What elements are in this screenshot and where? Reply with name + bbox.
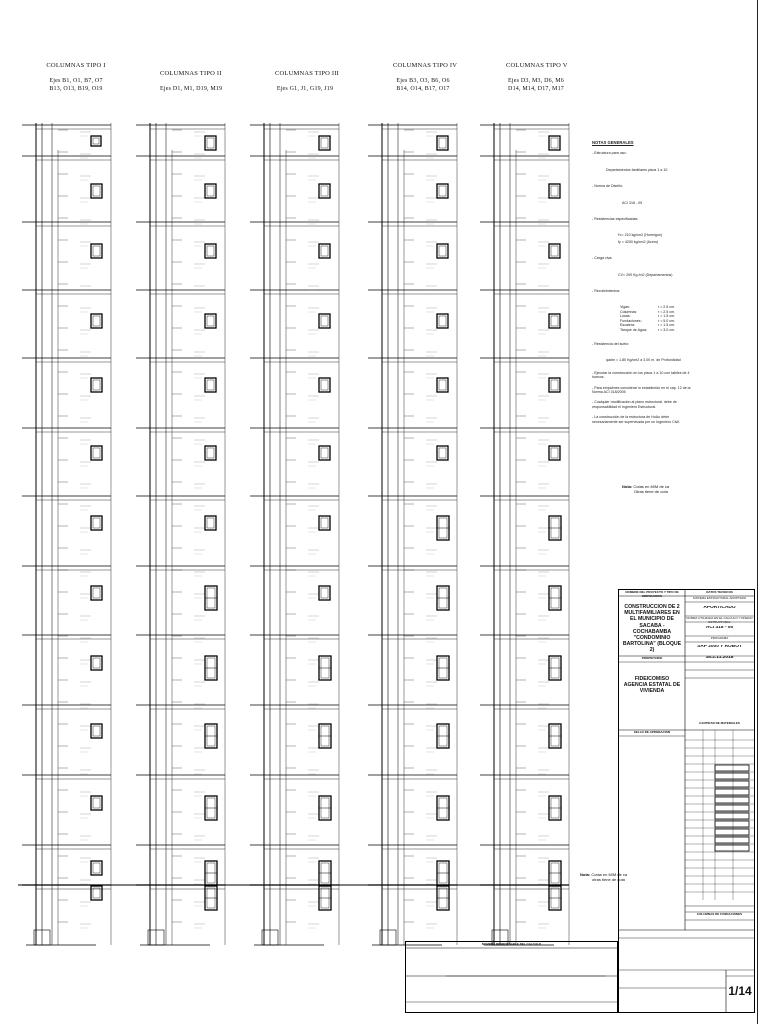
- column-section-stirrup: [93, 246, 100, 256]
- recubrimiento-element: Escalera:: [620, 323, 635, 328]
- column-section-stirrup: [93, 186, 100, 196]
- tb-header-left: NOMBRE DEL PROYECTO Y TIPO DE EDIFICACION: [625, 591, 679, 598]
- recubrimiento-value: r = 1.5 cm.: [658, 323, 676, 328]
- sistema-label: SISTEMA ESTRUCTURAL ADOPTADO: [692, 597, 747, 600]
- sheet-border: [757, 0, 758, 1024]
- column-title-3: COLUMNAS TIPO III Ejes G1, J1, G19, J19: [275, 70, 339, 92]
- note-2: Nota: Cotas en M/M de ca otras tiene de cota: [580, 872, 628, 882]
- column-title-5: COLUMNAS TIPO V Ejes D3, M3, D6, M6 D14, M14, D17, M17: [506, 62, 568, 92]
- column-section-stirrup: [439, 186, 446, 196]
- column-section-stirrup: [207, 246, 214, 256]
- materials-value-cell: [715, 765, 749, 771]
- column-section-box: [91, 136, 101, 146]
- recubrimiento-element: Columnas:: [620, 309, 638, 314]
- column-section-stirrup: [551, 316, 558, 326]
- column-section-stirrup: [551, 380, 558, 390]
- column-section-stirrup: [207, 316, 214, 326]
- column-section-stirrup: [207, 380, 214, 390]
- recubrimiento-value: r = 2.5 cm.: [658, 305, 676, 310]
- program-label: PROGRAMA: [710, 637, 729, 640]
- materials-label: CANTIDAD DE MATERIALES: [699, 722, 740, 725]
- column-section-stirrup: [93, 888, 100, 898]
- column-section-stirrup: [551, 138, 558, 148]
- column-section-stirrup: [93, 658, 100, 668]
- project-name: CONSTRUCCION DE 2 MULTIFAMILIARES EN EL MUNICIPIO DE SACABA - COCHABAMBA "CONDOMINIO BARTOLINA" (BLOQUE 2): [622, 604, 682, 654]
- column-section-stirrup: [439, 138, 446, 148]
- recubrimiento-element: Losas:: [620, 314, 631, 319]
- materials-value-cell: [715, 845, 749, 851]
- owner-value: FIDEICOMISO AGENCIA ESTATAL DE VIVIENDA: [623, 676, 681, 695]
- sistema-value: APORTICADO: [703, 606, 736, 610]
- recubrimiento-element: Fundaciones:: [620, 318, 642, 323]
- recubrimientos-list: [592, 305, 692, 331]
- recubrimiento-value: r = 5.0 cm.: [658, 318, 676, 323]
- materials-value-cell: [715, 829, 749, 835]
- column-section-stirrup: [321, 380, 328, 390]
- column-section-stirrup: [93, 138, 99, 144]
- recubrimiento-value: r = 1.5 cm.: [658, 314, 676, 319]
- responsible-box: [405, 941, 618, 1013]
- recubrimiento-value: r = 3.0 cm.: [658, 327, 676, 332]
- column-section-stirrup: [93, 448, 100, 458]
- column-section-stirrup: [93, 863, 100, 873]
- column-section-stirrup: [207, 448, 214, 458]
- column-section-stirrup: [439, 246, 446, 256]
- column-section-stirrup: [93, 726, 100, 736]
- materials-value-cell: [715, 837, 749, 843]
- date-value: 16.2.11.2018: [705, 656, 734, 660]
- sheet-number: 1/14: [728, 984, 752, 998]
- column-section-stirrup: [439, 448, 446, 458]
- column-section-stirrup: [439, 380, 446, 390]
- column-section-stirrup: [93, 518, 100, 528]
- materials-value-cell: [715, 789, 749, 795]
- recubrimiento-value: r = 2.5 cm.: [658, 309, 676, 314]
- column-section-stirrup: [207, 518, 214, 528]
- column-title-1: COLUMNAS TIPO I Ejes B1, O1, B7, O7 B13, O13, B19, O19: [46, 62, 106, 92]
- responsible-label: NOMBRE RESPONSABLE DEL CALCULO: [481, 943, 542, 946]
- approval-stamp-label: SELLO DE APROBACION: [633, 731, 671, 734]
- norma-value: ACI 318 - 05: [705, 626, 734, 630]
- norma-label: NORMA UTILIZADA EN EL CALCULO Y DISEÑO ESTRUCTURAL: [686, 617, 753, 624]
- materials-value-cell: [715, 781, 749, 787]
- tb-header-right: DATOS TECNICOS: [706, 591, 733, 594]
- column-section-stirrup: [321, 588, 328, 598]
- note-1: Nota: Cotas en M/M de ca Otras tiene de cota: [622, 484, 670, 494]
- materials-value-cell: [715, 773, 749, 779]
- recubrimiento-element: Tanque de Agua:: [620, 327, 647, 332]
- column-section-stirrup: [321, 138, 328, 148]
- column-section-stirrup: [207, 186, 214, 196]
- column-section-stirrup: [321, 316, 328, 326]
- program-value: SAP 2000 Y ROBOT: [697, 645, 742, 649]
- column-section-stirrup: [439, 316, 446, 326]
- column-section-stirrup: [93, 316, 100, 326]
- sheet-description: COLUMNAS DE FUNDACIONES: [696, 913, 743, 916]
- column-section-stirrup: [93, 798, 100, 808]
- column-section-stirrup: [321, 186, 328, 196]
- materials-value-cell: [715, 821, 749, 827]
- responsible-lines: [406, 942, 617, 1012]
- column-section-stirrup: [321, 518, 328, 528]
- general-notes: NOTAS GENERALES - Estructura para uso: Departamentos familiares pisos 1 a 10 - Norma de Diseño: ACI 318 - 05 - Resistencias especificadas: f'c= 210 kg/cm2 (Hormigón) fy = 4200 kg/cm2 (Acero) - Carga viva: CV= 200 Kg /m2 (Departamentos) - Recubrimientos: Vigas: r = 2.5 cm. Columnas: r = 2.5 cm. Losas: r = 1.5 cm. Fundaciones: r = 5.0 cm. Escalera: r = 1.5 cm. Tanque de Agua: r = 3.0 cm. - Resistencia del suelo: qadm = 1.80 Kg/cm2 a 3.00 m. de Profundidad - Ejecutar la construcción en los pisos 1 a 10 con tabiles de 4 huecos. - Para empalmes considerar lo establecido en el cap. 12 de la Norma ACI 318/2005 - Cualquier modificación al plano estructural, debe de responsabilidad el Ingeniero Estructural. - La construcción de la estructura de HoAo debe necesariamente ser supervisada por un Ingeniero Civil.: [592, 140, 691, 424]
- column-section-stirrup: [551, 186, 558, 196]
- column-section-stirrup: [551, 246, 558, 256]
- owner-label: PROPIETARIO: [641, 657, 663, 660]
- column-title-2: COLUMNAS TIPO II Ejes D1, M1, D19, M19: [160, 70, 223, 92]
- column-section-stirrup: [321, 448, 328, 458]
- recubrimiento-element: Vigas:: [620, 305, 630, 310]
- title-block: [618, 589, 755, 1013]
- column-section-stirrup: [321, 246, 328, 256]
- column-section-stirrup: [93, 380, 100, 390]
- column-section-stirrup: [93, 588, 100, 598]
- column-section-stirrup: [207, 138, 214, 148]
- column-section-stirrup: [551, 448, 558, 458]
- materials-value-cell: [715, 805, 749, 811]
- materials-value-cell: [715, 813, 749, 819]
- materials-value-cell: [715, 797, 749, 803]
- column-title-4: COLUMNAS TIPO IV Ejes B3, O3, B6, O6 B14, O14, B17, O17: [393, 62, 458, 92]
